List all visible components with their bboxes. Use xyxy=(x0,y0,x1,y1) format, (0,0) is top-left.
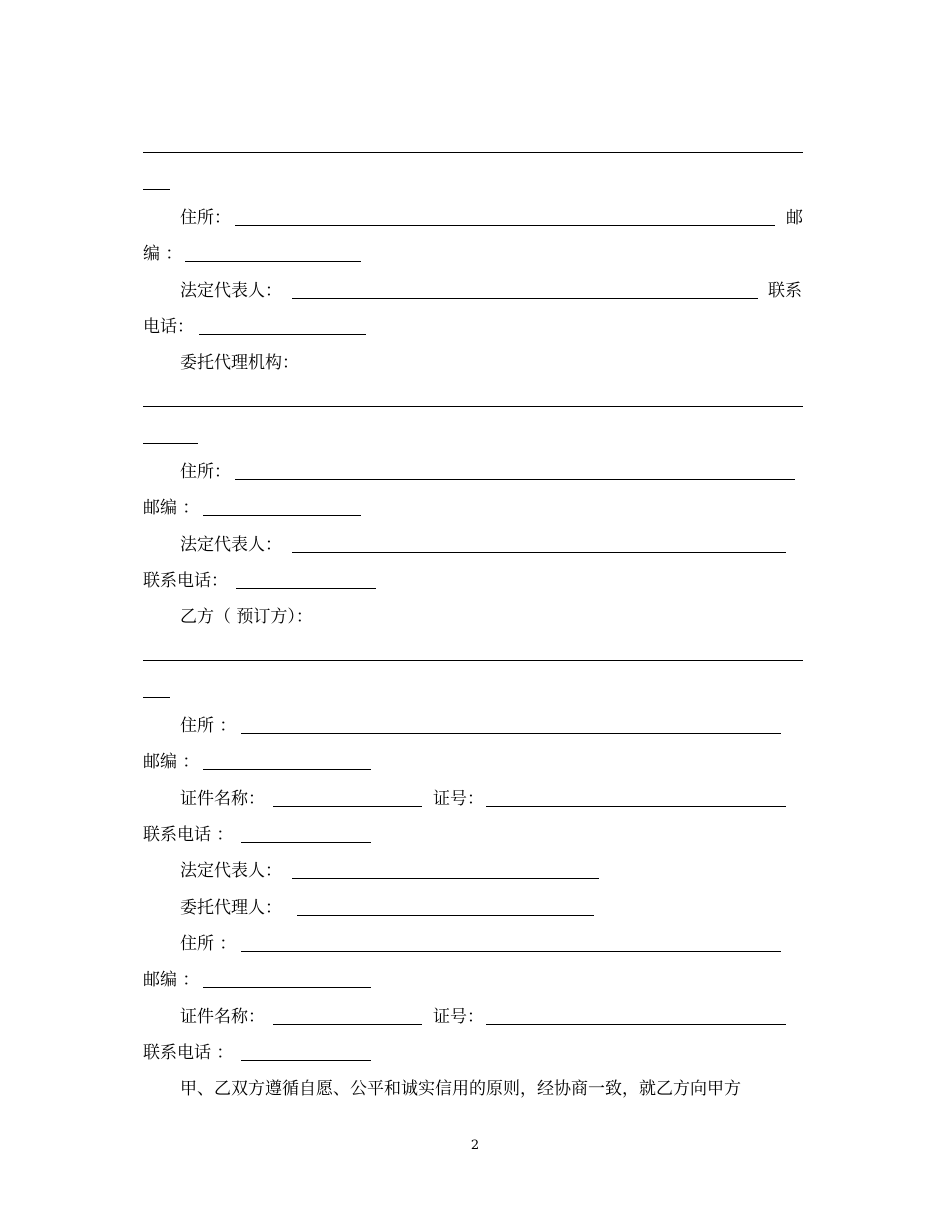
blank-line[interactable] xyxy=(143,152,803,153)
domicile-label: 住所： xyxy=(180,208,231,228)
id-name-label: 证件名称： xyxy=(180,1007,265,1027)
postcode-field[interactable] xyxy=(203,515,361,516)
legal-rep-field[interactable] xyxy=(292,298,758,299)
id-number-field[interactable] xyxy=(486,1024,786,1025)
phone-field[interactable] xyxy=(241,842,371,843)
phone-label: 联系电话： xyxy=(143,571,228,591)
legal-rep-label: 法定代表人： xyxy=(180,861,282,881)
phone-label-part2: 电话： xyxy=(143,317,194,337)
phone-label: 联系电话 ： xyxy=(143,1043,234,1063)
phone-field[interactable] xyxy=(236,588,376,589)
legal-rep-label: 法定代表人： xyxy=(180,535,282,555)
postcode-label: 邮编 ： xyxy=(143,970,200,990)
postcode-label: 邮编 ： xyxy=(143,498,200,518)
id-number-label: 证号： xyxy=(433,789,484,809)
agent-org-field-cont[interactable] xyxy=(143,443,198,444)
id-name-field[interactable] xyxy=(273,806,422,807)
agent-field[interactable] xyxy=(297,915,594,916)
domicile-field[interactable] xyxy=(241,733,781,734)
party-b-field-cont[interactable] xyxy=(143,697,170,698)
id-number-label: 证号： xyxy=(433,1007,484,1027)
agent-label: 委托代理人： xyxy=(180,898,282,918)
agent-org-field[interactable] xyxy=(143,406,803,407)
party-b-label: 乙方（ 预订方）： xyxy=(180,607,313,627)
postcode-field[interactable] xyxy=(185,261,361,262)
postcode-field[interactable] xyxy=(203,769,371,770)
domicile-label: 住所： xyxy=(180,462,231,482)
agent-org-label: 委托代理机构： xyxy=(180,353,299,373)
postcode-label-part2: 编 ： xyxy=(143,244,183,264)
phone-label-part1: 联系 xyxy=(768,281,802,301)
phone-field[interactable] xyxy=(241,1060,371,1061)
domicile-field[interactable] xyxy=(235,225,775,226)
preamble-text: 甲、乙双方遵循自愿、公平和诚实信用的原则，经协商一致，就乙方向甲方 xyxy=(180,1079,741,1099)
domicile-field[interactable] xyxy=(235,479,795,480)
postcode-label: 邮编 ： xyxy=(143,752,200,772)
postcode-label-part1: 邮 xyxy=(786,208,803,228)
domicile-label: 住所 ： xyxy=(180,716,237,736)
blank-line[interactable] xyxy=(143,189,170,190)
party-b-field[interactable] xyxy=(143,660,803,661)
legal-rep-field[interactable] xyxy=(292,552,786,553)
id-number-field[interactable] xyxy=(486,806,786,807)
page-number: 2 xyxy=(470,1138,480,1153)
id-name-field[interactable] xyxy=(273,1024,422,1025)
legal-rep-field[interactable] xyxy=(292,878,599,879)
postcode-field[interactable] xyxy=(203,987,371,988)
domicile-field[interactable] xyxy=(241,951,781,952)
id-name-label: 证件名称： xyxy=(180,789,265,809)
phone-field[interactable] xyxy=(199,334,366,335)
domicile-label: 住所 ： xyxy=(180,934,237,954)
legal-rep-label: 法定代表人： xyxy=(180,281,282,301)
phone-label: 联系电话 ： xyxy=(143,825,234,845)
